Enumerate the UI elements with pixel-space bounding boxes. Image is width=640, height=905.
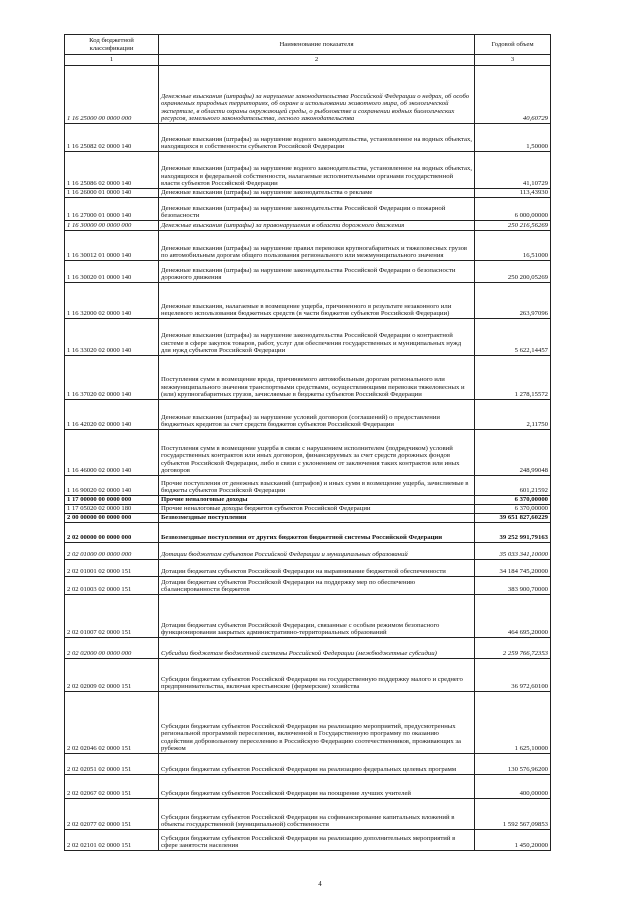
name-cell: Дотации бюджетам субъектов Российской Федерации, связанные с особым режимом безопасного функционирования закрытых административно-территориальных образований (159, 594, 475, 637)
value-cell: 16,51000 (475, 230, 551, 260)
budget-revenue-table-page (64, 34, 550, 851)
value-cell: 2,11750 (475, 399, 551, 429)
name-cell: Денежные взыскания, налагаемые в возмещение ущерба, причиненного в результате незаконного или нецелевого использования бюджетных средств (в части бюджетов субъектов Российской Федерации) (159, 282, 475, 318)
value-cell: 6 370,00000 (475, 495, 551, 504)
code-cell: 1 16 27000 01 0000 140 (65, 197, 159, 220)
table-row (65, 151, 551, 188)
value-cell: 601,21592 (475, 475, 551, 495)
name-cell: Дотации бюджетам субъектов Российской Федерации на выравнивание бюджетной обеспеченности (159, 559, 475, 576)
table-row (65, 495, 551, 504)
value-cell: 1 592 567,09853 (475, 798, 551, 829)
name-cell: Субсидии бюджетам субъектов Российской Федерации на государственную поддержку малого и среднего предпринимательства, включая крестьянские (фермерские) хозяйства (159, 658, 475, 691)
code-cell: 1 16 26000 01 0000 140 (65, 188, 159, 197)
header-volume: Годовой объем (475, 35, 551, 55)
header-number-2: 2 (159, 55, 475, 66)
code-cell: 1 16 30000 00 0000 000 (65, 220, 159, 230)
value-cell: 263,97096 (475, 282, 551, 318)
value-cell: 6 000,00000 (475, 197, 551, 220)
code-cell: 1 16 33020 02 0000 140 (65, 318, 159, 355)
table-row (65, 522, 551, 542)
name-cell: Безвозмездные поступления (159, 513, 475, 522)
table-row (65, 220, 551, 230)
table-row (65, 829, 551, 850)
name-cell: Дотации бюджетам субъектов Российской Федерации на поддержку мер по обеспечению сбалансированности бюджетов (159, 576, 475, 594)
name-cell: Денежные взыскания (штрафы) за нарушение водного законодательства, установленное на водных объектах, находящихся в федеральной собственности, налагаемые исполнительными органами государственной власти субъектов Российской Федерации (159, 151, 475, 188)
code-cell: 1 16 25086 02 0000 140 (65, 151, 159, 188)
value-cell: 250 200,05269 (475, 260, 551, 282)
code-cell: 2 02 01000 00 0000 000 (65, 542, 159, 559)
table-row (65, 65, 551, 123)
header-code: Код бюджетной классификации (65, 35, 159, 55)
name-cell: Денежные взыскания (штрафы) за нарушение водного законодательства, установленное на водных объектах, находящихся в собственности субъектов Российской Федерации (159, 123, 475, 151)
name-cell: Денежные взыскания (штрафы) за нарушение законодательства Российской Федерации о пожарной безопасности (159, 197, 475, 220)
name-cell: Прочие неналоговые доходы бюджетов субъектов Российской Федерации (159, 504, 475, 513)
table-row (65, 429, 551, 475)
table-row (65, 594, 551, 637)
table-row (65, 774, 551, 798)
value-cell: 41,10729 (475, 151, 551, 188)
name-cell: Денежные взыскания (штрафы) за нарушение законодательства Российской Федерации о контрактной системе в сфере закупок товаров, работ, услуг для обеспечения государственных и муниципальных нужд для нужд субъектов Российской Федерации (159, 318, 475, 355)
code-cell: 2 02 01001 02 0000 151 (65, 559, 159, 576)
value-cell: 1 450,20000 (475, 829, 551, 850)
table-row (65, 475, 551, 495)
table-row (65, 123, 551, 151)
code-cell: 2 02 02000 00 0000 000 (65, 637, 159, 658)
page-number: 4 (318, 880, 322, 888)
value-cell: 36 972,60100 (475, 658, 551, 691)
name-cell: Дотации бюджетам субъектов Российской Федерации и муниципальных образований (159, 542, 475, 559)
code-cell: 2 00 00000 00 0000 000 (65, 513, 159, 522)
table-header-number-row (65, 55, 551, 66)
table-row (65, 260, 551, 282)
value-cell: 248,99048 (475, 429, 551, 475)
table-row (65, 355, 551, 399)
table-row (65, 188, 551, 197)
name-cell: Безвозмездные поступления от других бюджетов бюджетной системы Российской Федерации (159, 522, 475, 542)
table-row (65, 658, 551, 691)
code-cell: 2 02 01007 02 0000 151 (65, 594, 159, 637)
header-number-1: 1 (65, 55, 159, 66)
name-cell: Денежные взыскания (штрафы) за нарушение законодательства о рекламе (159, 188, 475, 197)
name-cell: Денежные взыскания (штрафы) за правонарушения в области дорожного движения (159, 220, 475, 230)
table-body (65, 65, 551, 850)
code-cell: 2 02 02046 02 0000 151 (65, 691, 159, 753)
name-cell: Субсидии бюджетам субъектов Российской Федерации на поощрение лучших учителей (159, 774, 475, 798)
name-cell: Денежные взыскания (штрафы) за нарушение законодательства Российской Федерации о безопасности дорожного движения (159, 260, 475, 282)
name-cell: Поступления сумм в возмещение ущерба в связи с нарушением исполнителем (подрядчиком) условий государственных контрактов или иных договоров, финансируемых за счет средств дорожных фондов субъектов Российской Федерации, либо в связи с уклонением от заключения таких контрактов или иных договоров (159, 429, 475, 475)
code-cell: 2 02 02051 02 0000 151 (65, 753, 159, 774)
code-cell: 1 16 90020 02 0000 140 (65, 475, 159, 495)
code-cell: 2 02 00000 00 0000 000 (65, 522, 159, 542)
code-cell: 2 02 02077 02 0000 151 (65, 798, 159, 829)
table-row (65, 399, 551, 429)
code-cell: 1 16 25082 02 0000 140 (65, 123, 159, 151)
name-cell: Денежные взыскания (штрафы) за нарушение законодательства Российской Федерации о недрах, об особо охраняемых природных территориях, об охране и использовании животного мира, об экологической экспертизе, в области охраны окружающей среды, о рыболовстве и сохранении водных биологических ресурсов, земельного законодательства, лесного законодательства (159, 65, 475, 123)
code-cell: 1 16 30012 01 0000 140 (65, 230, 159, 260)
value-cell: 130 576,96200 (475, 753, 551, 774)
value-cell: 34 184 745,20000 (475, 559, 551, 576)
value-cell: 35 033 341,10000 (475, 542, 551, 559)
table-row (65, 753, 551, 774)
budget-revenue-table (64, 34, 551, 851)
value-cell: 2 259 766,72353 (475, 637, 551, 658)
code-cell: 1 16 46000 02 0000 140 (65, 429, 159, 475)
table-row (65, 576, 551, 594)
name-cell: Поступления сумм в возмещение вреда, причиняемого автомобильным дорогам регионального или межмуниципального значения транспортными средствами, осуществляющими перевозки тяжеловесных и (или) крупногабаритных грузов, зачисляемые в бюджеты субъектов Российской Федерации (159, 355, 475, 399)
name-cell: Прочие поступления от денежных взысканий (штрафов) и иных сумм в возмещение ущерба, зачисляемые в бюджеты субъектов Российской Федерации (159, 475, 475, 495)
table-header-row (65, 35, 551, 55)
table-row (65, 798, 551, 829)
value-cell: 5 622,14457 (475, 318, 551, 355)
value-cell: 383 900,70000 (475, 576, 551, 594)
value-cell: 39 252 991,79163 (475, 522, 551, 542)
value-cell: 1,50000 (475, 123, 551, 151)
name-cell: Прочие неналоговые доходы (159, 495, 475, 504)
value-cell: 1 278,15572 (475, 355, 551, 399)
table-row (65, 542, 551, 559)
name-cell: Субсидии бюджетам субъектов Российской Федерации на софинансирование капитальных вложений в объекты государственной (муниципальной) собственности (159, 798, 475, 829)
code-cell: 2 02 02067 02 0000 151 (65, 774, 159, 798)
value-cell: 39 651 827,60229 (475, 513, 551, 522)
name-cell: Субсидии бюджетам бюджетной системы Российской Федерации (межбюджетные субсидии) (159, 637, 475, 658)
code-cell: 1 16 30020 01 0000 140 (65, 260, 159, 282)
value-cell: 1 625,10000 (475, 691, 551, 753)
name-cell: Субсидии бюджетам субъектов Российской Федерации на реализацию мероприятий, предусмотренных региональной программой переселения, включенной в Государственную программу по оказанию содействия добровольному переселению в Российскую Федерацию соотечественников, проживающих за рубежом (159, 691, 475, 753)
code-cell: 1 16 25000 00 0000 000 (65, 65, 159, 123)
table-row (65, 637, 551, 658)
value-cell: 464 695,20000 (475, 594, 551, 637)
code-cell: 1 17 00000 00 0000 000 (65, 495, 159, 504)
value-cell: 6 370,00000 (475, 504, 551, 513)
header-number-3: 3 (475, 55, 551, 66)
code-cell: 1 16 37020 02 0000 140 (65, 355, 159, 399)
table-row (65, 318, 551, 355)
code-cell: 2 02 02101 02 0000 151 (65, 829, 159, 850)
header-name: Наименование показателя (159, 35, 475, 55)
value-cell: 40,60729 (475, 65, 551, 123)
name-cell: Денежные взыскания (штрафы) за нарушение правил перевозки крупногабаритных и тяжеловесных грузов по автомобильным дорогам общего пользования регионального или межмуниципального значения (159, 230, 475, 260)
code-cell: 2 02 02009 02 0000 151 (65, 658, 159, 691)
table-row (65, 691, 551, 753)
code-cell: 1 16 32000 02 0000 140 (65, 282, 159, 318)
table-row (65, 504, 551, 513)
table-row (65, 559, 551, 576)
code-cell: 2 02 01003 02 0000 151 (65, 576, 159, 594)
value-cell: 113,43930 (475, 188, 551, 197)
value-cell: 400,00000 (475, 774, 551, 798)
code-cell: 1 16 42020 02 0000 140 (65, 399, 159, 429)
name-cell: Денежные взыскания (штрафы) за нарушение условий договоров (соглашений) о предоставлении бюджетных кредитов за счет средств бюджетов субъектов Российской Федерации (159, 399, 475, 429)
name-cell: Субсидии бюджетам субъектов Российской Федерации на реализацию дополнительных мероприятий в сфере занятости населения (159, 829, 475, 850)
table-row (65, 282, 551, 318)
name-cell: Субсидии бюджетам субъектов Российской Федерации на реализацию федеральных целевых программ (159, 753, 475, 774)
table-row (65, 197, 551, 220)
code-cell: 1 17 05020 02 0000 180 (65, 504, 159, 513)
table-row (65, 230, 551, 260)
table-row (65, 513, 551, 522)
value-cell: 250 216,56269 (475, 220, 551, 230)
